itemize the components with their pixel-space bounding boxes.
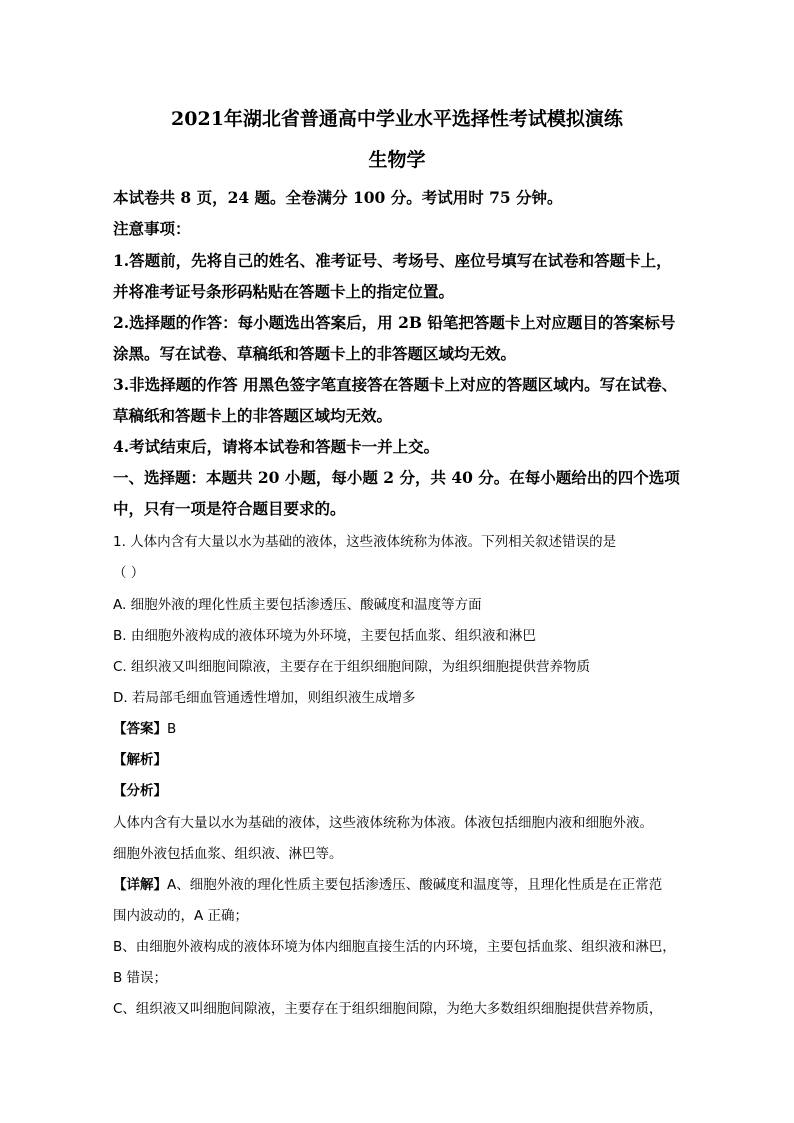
detail-line-2: 围内波动的，A 正确； xyxy=(113,908,249,924)
notice-item-3-line-1: 3.非选择题的作答 用黑色签字笔直接答在答题卡上对应的答题区域内。写在试卷、 xyxy=(113,375,678,394)
fenxi-line-1: 人体内含有大量以水为基础的液体，这些液体统称为体液。体液包括细胞内液和细胞外液。 xyxy=(113,815,653,831)
exam-summary: 本试卷共 8 页，24 题。全卷满分 100 分。考试用时 75 分钟。 xyxy=(113,188,563,207)
answer-label: 【答案】 xyxy=(113,721,167,737)
option-d: D. 若局部毛细血管通透性增加，则组织液生成增多 xyxy=(113,690,416,706)
notice-item-1-line-2: 并将准考证号条形码粘贴在答题卡上的指定位置。 xyxy=(113,282,455,301)
fenxi-line-2: 细胞外液包括血浆、组织液、淋巴等。 xyxy=(113,846,343,862)
analysis-label: 【解析】 xyxy=(113,752,167,768)
detail-line-1: A、细胞外液的理化性质主要包括渗透压、酸碱度和温度等，且理化性质是在正常范 xyxy=(167,877,663,893)
notice-item-4: 4.考试结束后，请将本试卷和答题卡一并上交。 xyxy=(113,437,440,456)
option-a: A. 细胞外液的理化性质主要包括渗透压、酸碱度和温度等方面 xyxy=(113,597,482,613)
notice-item-2-line-1: 2.选择题的作答：每小题选出答案后，用 2B 铅笔把答题卡上对应题目的答案标号 xyxy=(113,313,676,332)
notice-item-1-line-1: 1.答题前，先将自己的姓名、准考证号、考场号、座位号填写在试卷和答题卡上， xyxy=(113,251,672,270)
detail-line-3: B、由细胞外液构成的液体环境为体内细胞直接生活的内环境，主要包括血浆、组织液和淋巴， xyxy=(113,939,676,955)
answer-value: B xyxy=(167,721,177,737)
section-heading-line-1: 一、选择题：本题共 20 小题，每小题 2 分，共 40 分。在每小题给出的四个选项 xyxy=(113,468,680,487)
section-heading-line-2: 中，只有一项是符合题目要求的。 xyxy=(113,499,346,518)
fenxi-label: 【分析】 xyxy=(113,783,167,799)
notice-heading: 注意事项： xyxy=(113,219,191,238)
question-1-stem: 1. 人体内含有大量以水为基础的液体，这些液体统称为体液。下列相关叙述错误的是 xyxy=(113,534,617,550)
detail-label: 【详解】 xyxy=(113,877,167,893)
option-b: B. 由细胞外液构成的液体环境为外环境，主要包括血浆、组织液和淋巴 xyxy=(113,628,536,644)
exam-title: 2021年湖北省普通高中学业水平选择性考试模拟演练 xyxy=(171,108,623,130)
notice-item-2-line-2: 涂黑。写在试卷、草稿纸和答题卡上的非答题区域均无效。 xyxy=(113,344,517,363)
notice-item-3-line-2: 草稿纸和答题卡上的非答题区域均无效。 xyxy=(113,406,393,425)
option-c: C. 组织液又叫细胞间隙液，主要存在于组织细胞间隙，为组织细胞提供营养物质 xyxy=(113,659,591,675)
subject-title: 生物学 xyxy=(368,149,426,171)
detail-row-1 xyxy=(113,873,662,893)
question-1-blank: （ ） xyxy=(113,565,145,581)
answer-row xyxy=(113,717,176,737)
detail-line-5: C、组织液又叫细胞间隙液，主要存在于组织细胞间隙，为绝大多数组织细胞提供营养物质， xyxy=(113,1001,663,1017)
detail-line-4: B 错误； xyxy=(113,970,168,986)
